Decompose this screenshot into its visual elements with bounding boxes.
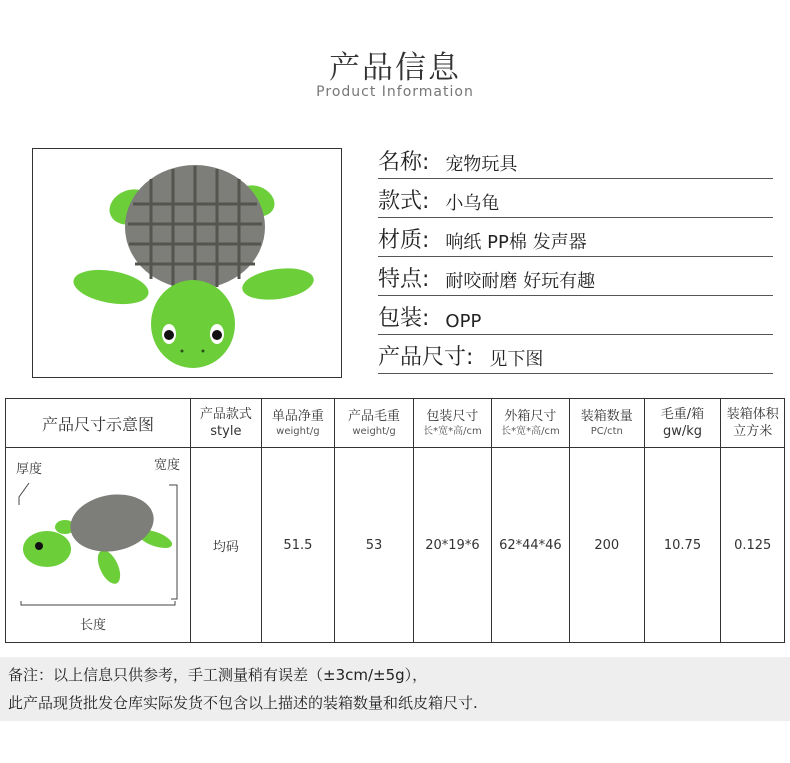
- cell-carton-volume: 0.125: [721, 448, 785, 643]
- info-row-material: [378, 218, 773, 257]
- info-key: 款式:: [378, 189, 430, 214]
- info-row-size: [378, 335, 773, 374]
- col-header: 单品净重 weight/g: [261, 399, 334, 448]
- info-row-packaging: [378, 296, 773, 335]
- spec-data-row: [6, 448, 785, 643]
- spec-header-row: [6, 399, 785, 448]
- product-info-list: [378, 140, 773, 374]
- col-header: 产品毛重 weight/g: [335, 399, 414, 448]
- spec-table: [5, 398, 785, 643]
- size-diagram-image: [7, 449, 189, 641]
- size-diagram: [6, 448, 191, 643]
- info-key: 特点:: [378, 267, 430, 292]
- page-title: 产品信息: [329, 50, 461, 86]
- info-value: 见下图: [489, 349, 544, 370]
- info-value: 宠物玩具: [445, 154, 518, 175]
- col-header: 装箱数量 PC/ctn: [570, 399, 645, 448]
- info-key: 材质:: [378, 228, 430, 253]
- thickness-label: 厚度: [16, 462, 43, 477]
- info-row-style: [378, 179, 773, 218]
- cell-package-size: 20*19*6: [414, 448, 492, 643]
- info-key: 包装:: [378, 306, 430, 331]
- width-label: 宽度: [153, 458, 180, 473]
- cell-carton-weight: 10.75: [644, 448, 721, 643]
- length-label: 长度: [80, 618, 107, 633]
- info-row-features: [378, 257, 773, 296]
- notes-box: [0, 657, 790, 721]
- col-header: 毛重/箱 gw/kg: [644, 399, 721, 448]
- cell-gross-weight: 53: [335, 448, 414, 643]
- info-key: 名称:: [378, 150, 430, 175]
- info-key: 产品尺寸:: [378, 345, 474, 370]
- turtle-toy-image: [33, 149, 341, 377]
- col-header: 产品款式 style: [191, 399, 262, 448]
- note-line: 备注：以上信息只供参考，手工测量稍有误差（±3cm/±5g），: [8, 666, 428, 684]
- col-header: 包装尺寸 长*宽*高/cm: [414, 399, 492, 448]
- col-header: 装箱体积 立方米: [721, 399, 785, 448]
- product-photo: [32, 148, 342, 378]
- info-value: 小乌龟: [445, 193, 500, 214]
- cell-style: 均码: [191, 448, 262, 643]
- diagram-header: 产品尺寸示意图: [6, 399, 191, 448]
- cell-net-weight: 51.5: [261, 448, 334, 643]
- col-header: 外箱尺寸 长*宽*高/cm: [491, 399, 569, 448]
- info-row-name: [378, 140, 773, 179]
- note-line: 此产品现货批发仓库实际发货不包含以上描述的装箱数量和纸皮箱尺寸.: [8, 694, 478, 712]
- info-value: OPP: [445, 311, 482, 332]
- cell-carton-qty: 200: [570, 448, 645, 643]
- info-value: 响纸 PP棉 发声器: [445, 232, 587, 253]
- page-subtitle: Product Information: [316, 84, 474, 100]
- cell-carton-size: 62*44*46: [491, 448, 569, 643]
- info-value: 耐咬耐磨 好玩有趣: [445, 271, 596, 292]
